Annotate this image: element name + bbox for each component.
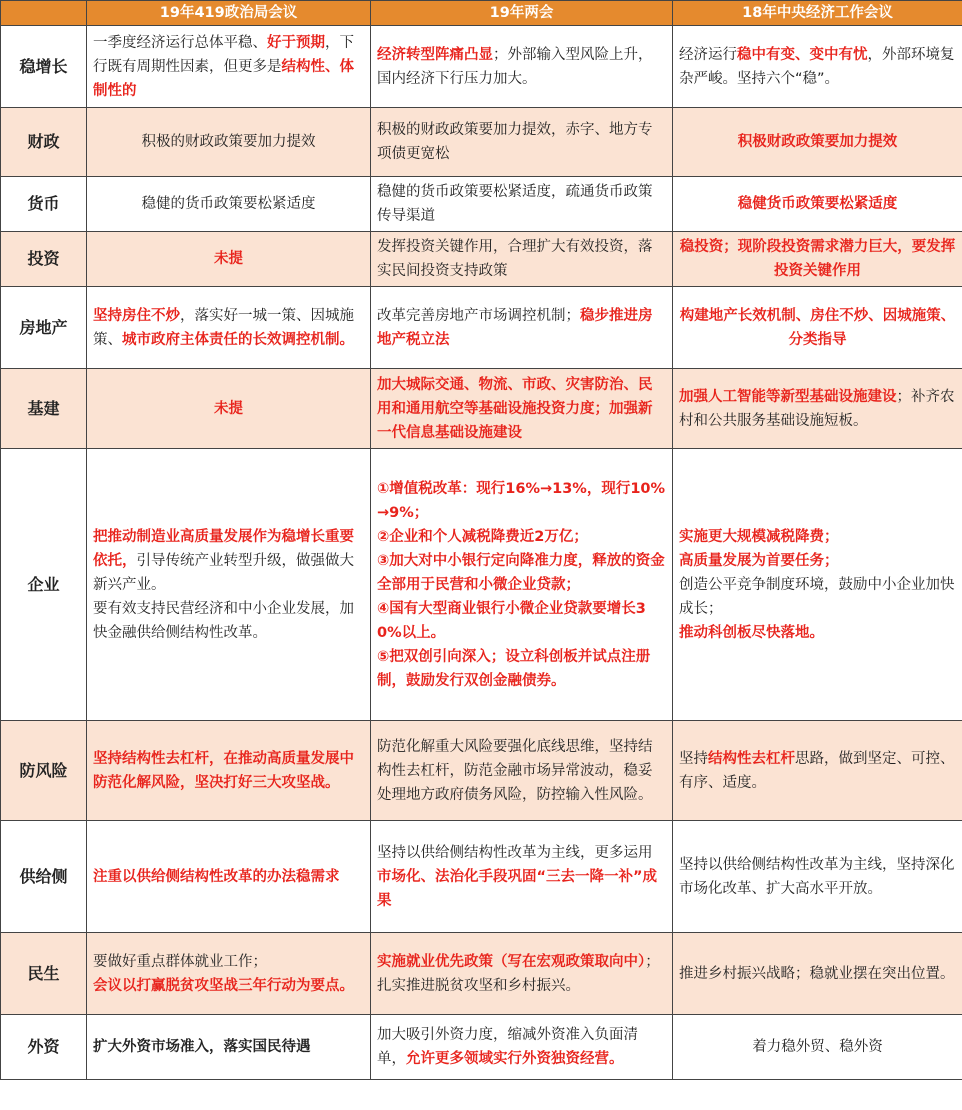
cell-419-politburo <box>87 449 371 721</box>
cell-text: 积极的财政政策要加力提效，赤字、地方专项债更宽松 <box>377 122 653 162</box>
cell-economic-work-conf <box>673 369 962 449</box>
highlight-text: 构建地产长效机制、房住不炒、因城施策、分类指导 <box>679 307 956 348</box>
cell-419-politburo <box>87 821 371 933</box>
cell-two-sessions <box>371 721 673 821</box>
row-label: 供给侧 <box>1 821 87 933</box>
highlight-text: 积极财政政策要加力提效 <box>737 134 898 150</box>
cell-economic-work-conf <box>673 287 962 369</box>
highlight-text: 坚持结构性去杠杆，在推动高质量发展中防范化解风险，坚决打好三大攻坚战。 <box>93 750 354 791</box>
cell-text: 引导传统产业转型升级，做强做大新兴产业。 <box>93 552 354 593</box>
highlight-text: ②企业和个人减税降费近2万亿； <box>377 528 588 545</box>
cell-economic-work-conf <box>673 933 962 1015</box>
cell-economic-work-conf <box>673 721 962 821</box>
row-label: 货币 <box>1 177 87 232</box>
cell-text: 坚持以供给侧结构性改革为主线，坚持深化市场化改革、扩大高水平开放。 <box>679 856 955 897</box>
cell-419-politburo <box>87 721 371 821</box>
cell-two-sessions <box>371 449 673 721</box>
cell-text: ；补齐农村和公共服务基础设施短板。 <box>679 388 955 429</box>
highlight-text: 加强人工智能等新型基础设施建设 <box>679 388 897 405</box>
highlight-text: 高质量发展为首要任务； <box>679 552 839 569</box>
cell-economic-work-conf <box>673 232 962 287</box>
cell-text: ；外部输入型风险上升，国内经济下行压力加大。 <box>377 46 653 87</box>
table-row-tz <box>1 232 962 287</box>
row-label: 民生 <box>1 933 87 1015</box>
cell-text: 创造公平竞争制度环境，鼓励中小企业加快成长； <box>679 576 955 617</box>
row-label: 外资 <box>1 1015 87 1080</box>
cell-419-politburo <box>87 287 371 369</box>
cell-text: 积极的财政政策要加力提效 <box>141 134 316 150</box>
cell-economic-work-conf <box>673 177 962 232</box>
highlight-text: 市场化、法治化手段巩固“三去一降一补”成果 <box>377 868 658 909</box>
table-row-fdc <box>1 287 962 369</box>
cell-text: 发挥投资关键作用，合理扩大有效投资，落实民间投资支持政策 <box>377 239 653 279</box>
table-row-hb <box>1 177 962 232</box>
cell-text: 扩大外资市场准入，落实国民待遇 <box>93 1039 311 1055</box>
cell-419-politburo <box>87 177 371 232</box>
cell-economic-work-conf <box>673 1015 962 1080</box>
cell-419-politburo <box>87 26 371 108</box>
table-row-wzz <box>1 26 962 108</box>
cell-text: ，下行既有周期性因素，但更多是 <box>93 34 354 75</box>
cell-text: 思路，做到坚定、可控、有序、适度。 <box>679 750 955 791</box>
cell-text: 经济运行 <box>679 46 737 63</box>
highlight-text: 稳步推进房地产税立法 <box>377 307 653 348</box>
cell-text: 要做好重点群体就业工作； <box>93 953 267 970</box>
row-label: 财政 <box>1 108 87 177</box>
row-label: 投资 <box>1 232 87 287</box>
table-row-qy <box>1 449 962 721</box>
row-label: 防风险 <box>1 721 87 821</box>
cell-419-politburo <box>87 1015 371 1080</box>
cell-two-sessions <box>371 232 673 287</box>
highlight-text: 推动科创板尽快落地。 <box>679 624 824 641</box>
cell-text: 改革完善房地产市场调控机制； <box>377 307 580 324</box>
highlight-text: 稳中有变、变中有忧 <box>737 46 868 63</box>
highlight-text: 结构性、体制性的 <box>93 58 354 99</box>
cell-text: ；扎实推进脱贫攻坚和乡村振兴。 <box>377 953 660 994</box>
cell-419-politburo <box>87 232 371 287</box>
highlight-text: 好于预期 <box>267 34 325 51</box>
table-row-cz <box>1 108 962 177</box>
highlight-text: 注重以供给侧结构性改革的办法稳需求 <box>93 868 340 885</box>
cell-text: ，外部环境复杂严峻。坚持六个“稳”。 <box>679 46 955 87</box>
cell-two-sessions <box>371 177 673 232</box>
cell-text: 稳健的货币政策要松紧适度，疏通货币政策传导渠道 <box>377 184 653 224</box>
highlight-text: 实施就业优先政策（写在宏观政策取向中） <box>377 953 646 970</box>
cell-text: 要有效支持民营经济和中小企业发展，加快金融供给侧结构性改革。 <box>93 600 354 641</box>
header-corner <box>1 1 87 26</box>
highlight-text: 稳投资；现阶段投资需求潜力巨大，要发挥投资关键作用 <box>679 239 956 279</box>
cell-text: 防范化解重大风险要强化底线思维，坚持结构性去杠杆，防范金融市场异常波动，稳妥处理地方政府债务风险，防控输入性风险。 <box>377 738 653 803</box>
cell-text: 一季度经济运行总体平稳、 <box>93 34 267 51</box>
highlight-text: 未提 <box>214 400 243 417</box>
highlight-text: 允许更多领域实行外资独资经营。 <box>406 1051 624 1067</box>
cell-text: 加大吸引外资力度，缩减外资准入负面清单， <box>377 1027 638 1067</box>
table-row-jj <box>1 369 962 449</box>
cell-419-politburo <box>87 108 371 177</box>
cell-two-sessions <box>371 108 673 177</box>
cell-two-sessions <box>371 287 673 369</box>
row-label: 基建 <box>1 369 87 449</box>
row-label: 企业 <box>1 449 87 721</box>
highlight-text: 加大城际交通、物流、市政、灾害防治、民用和通用航空等基础设施投资力度；加强新一代信息基础设施建设 <box>377 376 653 441</box>
cell-text: 推进乡村振兴战略；稳就业摆在突出位置。 <box>679 965 955 982</box>
row-label: 房地产 <box>1 287 87 369</box>
cell-text: 坚持以供给侧结构性改革为主线，更多运用 <box>377 844 653 861</box>
highlight-text: 实施更大规模减税降费； <box>679 528 839 545</box>
table-row-gjc <box>1 821 962 933</box>
highlight-text: ⑤把双创引向深入；设立科创板并试点注册制，鼓励发行双创金融债券。 <box>377 648 651 689</box>
cell-text: 稳健的货币政策要松紧适度 <box>141 196 316 212</box>
cell-two-sessions <box>371 821 673 933</box>
row-label: 稳增长 <box>1 26 87 108</box>
header-col-economic-work-conf: 18年中央经济工作会议 <box>673 1 962 26</box>
highlight-text: ③加大对中小银行定向降准力度，释放的资金全部用于民营和小微企业贷款； <box>377 552 665 593</box>
highlight-text: 结构性去杠杆 <box>708 750 795 767</box>
cell-economic-work-conf <box>673 108 962 177</box>
table-row-ms <box>1 933 962 1015</box>
cell-economic-work-conf <box>673 821 962 933</box>
cell-two-sessions <box>371 933 673 1015</box>
header-row <box>1 1 962 26</box>
header-col-two-sessions: 19年两会 <box>371 1 673 26</box>
cell-two-sessions <box>371 369 673 449</box>
highlight-text: 坚持房住不炒 <box>93 307 180 324</box>
header-col-419-politburo: 19年419政治局会议 <box>87 1 371 26</box>
cell-419-politburo <box>87 369 371 449</box>
highlight-text: 稳健货币政策要松紧适度 <box>737 196 898 212</box>
highlight-text: 经济转型阵痛凸显 <box>377 46 493 63</box>
highlight-text: 把推动制造业高质量发展作为稳增长重要依托， <box>93 528 354 569</box>
cell-text: ，落实好一城一策、因城施策、 <box>93 307 354 348</box>
highlight-text: ④国有大型商业银行小微企业贷款要增长30%以上。 <box>377 600 646 641</box>
highlight-text: 城市政府主体责任的长效调控机制。 <box>122 331 354 348</box>
table-row-wz <box>1 1015 962 1080</box>
highlight-text: 会议以打赢脱贫攻坚战三年行动为要点。 <box>93 977 354 994</box>
table-row-ffx <box>1 721 962 821</box>
highlight-text: 未提 <box>214 251 243 267</box>
cell-economic-work-conf <box>673 449 962 721</box>
cell-two-sessions <box>371 26 673 108</box>
cell-two-sessions <box>371 1015 673 1080</box>
highlight-text: ①增值税改革：现行16%→13%，现行10%→9%； <box>377 480 666 521</box>
cell-419-politburo <box>87 933 371 1015</box>
cell-economic-work-conf <box>673 26 962 108</box>
cell-text: 着力稳外贸、稳外资 <box>752 1039 883 1055</box>
cell-text: 坚持 <box>679 750 708 767</box>
